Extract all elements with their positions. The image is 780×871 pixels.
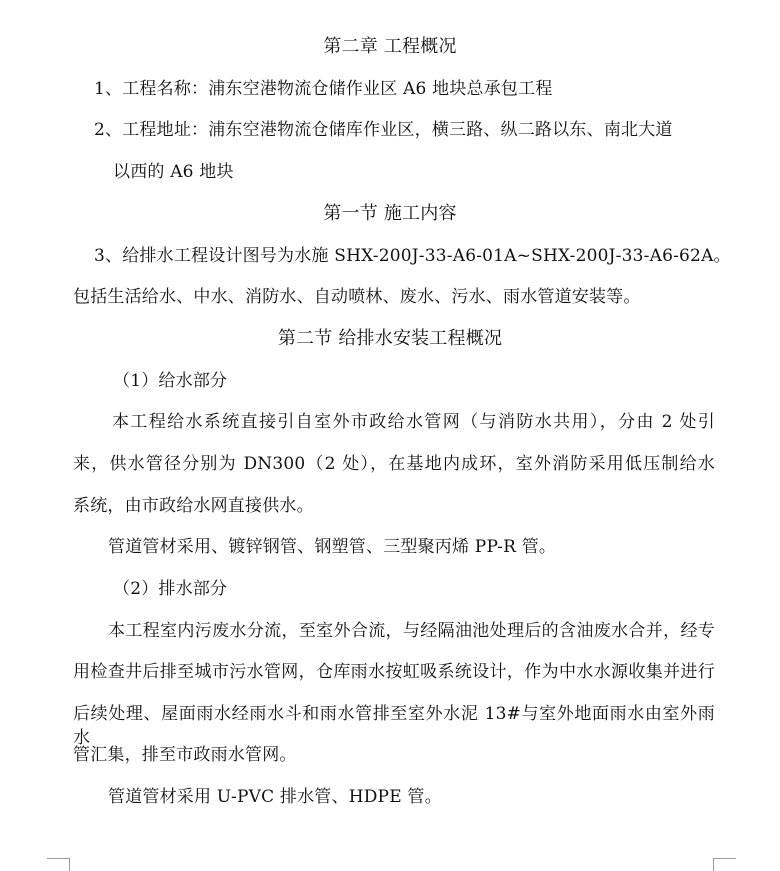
project-address-line-1: 2、工程地址：浦东空港物流仓储库作业区，横三路、纵二路以东、南北大道: [94, 120, 673, 140]
page-corner-mark-left: [47, 858, 69, 859]
page-corner-mark-right: [714, 858, 736, 859]
water-supply-para-line-3: 系统，由市政给水网直接供水。: [73, 496, 314, 516]
design-drawing-line: 3、给排水工程设计图号为水施 SHX-200J-33-A6-01A~SHX-200J-33-A6-62A。: [94, 246, 731, 266]
water-supply-para-line-2: 来，供水管径分别为 DN300（2 处），在基地内成环，室外消防采用低压制给水: [73, 454, 715, 474]
drainage-para-line-4: 管汇集，排至市政雨水管网。: [73, 745, 297, 765]
scope-line: 包括生活给水、中水、消防水、自动喷林、废水、污水、雨水管道安装等。: [73, 287, 641, 307]
section-1-title: 第一节 施工内容: [323, 203, 457, 224]
chapter-title: 第二章 工程概况: [323, 36, 457, 57]
water-supply-para-line-1: 本工程给水系统直接引自室外市政给水管网（与消防水共用），分由 2 处引: [112, 412, 715, 432]
drainage-materials: 管道管材采用 U-PVC 排水管、HDPE 管。: [108, 787, 442, 807]
project-name-line: 1、工程名称：浦东空港物流仓储作业区 A6 地块总承包工程: [94, 79, 553, 99]
drainage-heading: （2）排水部分: [113, 579, 228, 599]
water-supply-heading: （1）给水部分: [113, 371, 228, 391]
drainage-para-line-2: 用检查井后排至城市污水管网，仓库雨水按虹吸系统设计，作为中水水源收集并进行: [73, 662, 715, 682]
section-2-title: 第二节 给排水安装工程概况: [277, 328, 503, 349]
drainage-para-line-3: 后续处理、屋面雨水经雨水斗和雨水管排至室外水泥 13#与室外地面雨水由室外雨水: [73, 704, 715, 748]
water-supply-materials: 管道管材采用、镀锌钢管、钢塑管、三型聚丙烯 PP-R 管。: [108, 537, 557, 557]
drainage-para-line-1: 本工程室内污废水分流，至室外合流，与经隔油池处理后的含油废水合并，经专: [108, 621, 715, 641]
project-address-line-2: 以西的 A6 地块: [113, 162, 234, 182]
